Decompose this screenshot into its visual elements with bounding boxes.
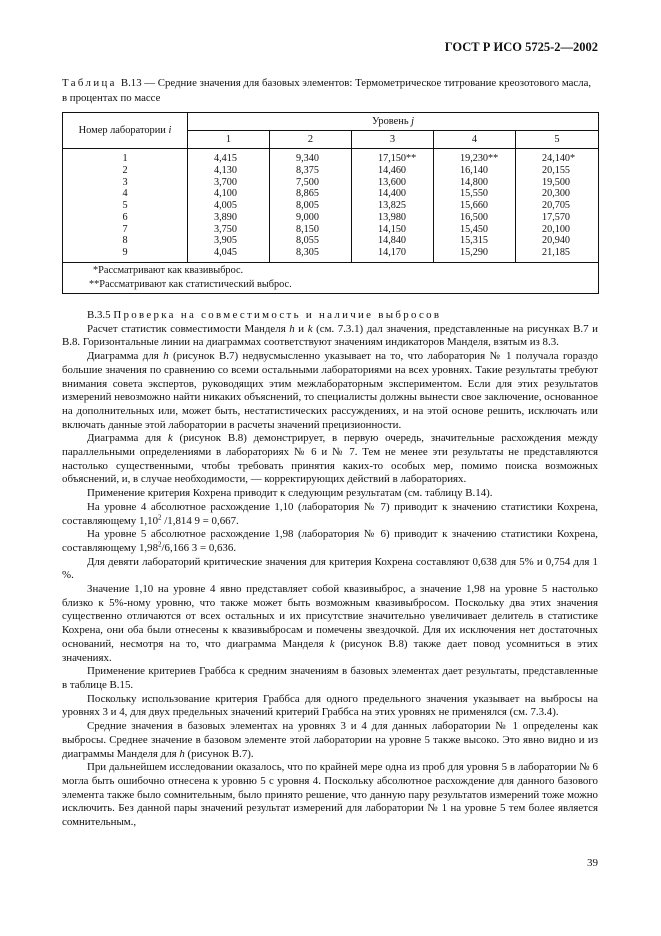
level-index-symbol: j (411, 116, 415, 127)
paragraph-text: Диаграмма для (87, 432, 168, 445)
body-paragraph (62, 528, 598, 555)
mean-value-cell: 14,170 (352, 247, 434, 262)
paragraph-text: Для девяти лабораторий критические значения для критерия Кохрена составляют 0,638 для 5% и 0,754 для 1 %. (62, 555, 598, 582)
mean-value-cell: 9,340 (270, 149, 352, 165)
table-row (63, 149, 599, 165)
footnotes-row (63, 262, 599, 293)
mean-value-cell: 14,400 (352, 188, 434, 200)
body-paragraph (62, 432, 598, 487)
body-paragraph (62, 501, 598, 528)
lab-number-header-label: Номер лаборатории (78, 125, 166, 136)
mean-value-cell: 3,700 (188, 177, 270, 189)
level-number-3: 3 (352, 131, 434, 149)
mean-value-cell: 15,315 (434, 235, 516, 247)
paragraph-text: Значение 1,10 на уровне 4 явно представляет собой квазивыброс, а значение 1,98 на уровне 5 настолько близко к 5%-ному уровню, что также может быть возможным квазивыбросом. Поскольку два этих значения существенно отличаются от всех остальных и их присутствие значительно увеличивает делитель в статистике Кохрена, они оба были отнесены к квазивыбросам и помечены звездочкой. Для их исключения нет достаточных оснований, несмотря на то, что диаграмма Манделя (62, 583, 598, 650)
body-paragraph (62, 665, 598, 692)
table-footnotes (63, 262, 599, 293)
table-row (63, 177, 599, 189)
page-number: 39 (587, 856, 598, 869)
paragraph-text: На уровне 4 абсолютное расхождение 1,10 (лаборатория № 7) приводит к значению статистики Кохрена, составляющему 1,10 (62, 500, 598, 527)
italic-symbol: h (163, 350, 169, 363)
mean-value-cell: 8,375 (270, 165, 352, 177)
document-code-header: ГОСТ Р ИСО 5725-2—2002 (444, 40, 598, 54)
mean-value-cell: 3,890 (188, 212, 270, 224)
lab-number-header (63, 113, 188, 149)
superscript: 2 (158, 512, 162, 521)
mean-value-cell: 19,230** (434, 149, 516, 165)
table-caption (62, 76, 598, 106)
lab-index-symbol: i (168, 125, 172, 136)
italic-symbol: h (289, 322, 295, 335)
paragraph-text: На уровне 5 абсолютное расхождение 1,98 (лаборатория № 6) приводит к значению статистики Кохрена, составляющему 1,98 (62, 528, 598, 554)
section-title: Проверка на совместимость и наличие выбросов (113, 309, 442, 321)
table-caption-label: Таблица (62, 77, 117, 89)
paragraph-text: (рисунок В.7). (184, 747, 254, 760)
mean-value-cell: 14,150 (352, 224, 434, 236)
paragraph-text: Применение критериев Граббса к средним значениям в базовых элементах дает результаты, представленные в таблице В.15. (62, 665, 598, 691)
body-paragraph (62, 487, 598, 501)
mean-value-cell: 15,450 (434, 224, 516, 236)
paragraph-text: Диаграмма для (87, 350, 164, 363)
mean-value-cell: 4,005 (188, 200, 270, 212)
mean-value-cell: 15,550 (434, 188, 516, 200)
italic-symbol: k (307, 322, 313, 335)
body-paragraph (62, 761, 598, 830)
lab-number-cell: 1 (63, 149, 188, 165)
lab-number-cell: 7 (63, 224, 188, 236)
paragraph-text: При дальнейшем исследовании оказалось, что по крайней мере одна из проб для уровня 5 в лаборатории № 6 могла быть ошибочно отнесена к уровню 5 с уровня 4. Поскольку абсолютное расхождение для данного базового элемента также было сомнительным, было принято решение, что данную пару результатов измерений тоже можно исключить. Без данной пары значений результат измерений для лаборатории № 1 на уровне 5 тем более является сомнительным., (62, 761, 598, 829)
table-row (63, 224, 599, 236)
mean-value-cell: 20,100 (516, 224, 599, 236)
level-number-2: 2 (270, 131, 352, 149)
paragraph-text: (рисунок В.8) также дает повод усомниться в этих значениях. (62, 637, 599, 664)
mean-value-cell: 14,840 (352, 235, 434, 247)
body-paragraph (62, 693, 598, 720)
paragraphs-container (62, 323, 598, 830)
paragraph-text: Средние значения в базовых элементах на уровнях 3 и 4 для данных лаборатории № 1 определены как выбросы. Среднее значение в базовом элементе этой лаборатории на уровне 5 также высоко. Это явно видно и из диаграммы Манделя для (62, 720, 598, 760)
lab-number-cell: 3 (63, 177, 188, 189)
mean-value-cell: 8,150 (270, 224, 352, 236)
table-caption-text: В.13 — Средние значения для базовых элементов: Термометрическое титрование креозотового масла, в процентах по массе (62, 77, 592, 104)
italic-symbol: k (167, 432, 173, 445)
footnote-quasi-outlier: *Рассматривают как квазивыброс. (93, 264, 244, 276)
mean-value-cell: 4,100 (188, 188, 270, 200)
paragraph-text: Поскольку использование критерия Граббса для одного предельного значения указывает на выбросы на уровнях 3 и 4, для двух предельных значений критерий Граббса на этих уровнях не применялся (см. 7.3.4). (62, 692, 598, 719)
paragraph-text: (рисунок В.7) недвусмысленно указывает на то, что лаборатория № 1 получала гораздо большие значения по сравнению со всеми остальными лабораториями на всех уровнях. Такие результаты требуют внимания совета экспертов, руководящих этим межлабораторным экспериментом. Если для этих результатов измерений невозможно найти никаких объяснений, то специалисты должны вынести свое заключение, основанное на дополнительных или, может быть, нестатистических рассуждениях, и на этой основе решить, исключать или включать данные этой лаборатории в расчеты значений прецизионности. (62, 350, 598, 431)
italic-symbol: k (329, 637, 335, 650)
mean-value-cell: 3,750 (188, 224, 270, 236)
mean-value-cell: 20,705 (516, 200, 599, 212)
mean-value-cell: 8,005 (270, 200, 352, 212)
lab-number-cell: 2 (63, 165, 188, 177)
paragraph-text: (рисунок В.8) демонстрирует, в первую очередь, значительные расхождения между параллельными определениями в лабораториях № 6 и № 7. Тем не менее эти результаты не представляются настолько существенными, чтобы требовать принятия каких-то особых мер, помимо поиска возможных объяснений, и, в случае необходимости, — корректирующих действий в лабораториях. (62, 432, 598, 486)
mean-value-cell: 17,150** (352, 149, 434, 165)
body-paragraph (62, 556, 598, 583)
mean-value-cell: 7,500 (270, 177, 352, 189)
mean-value-cell: 15,660 (434, 200, 516, 212)
mean-value-cell: 15,290 (434, 247, 516, 262)
mean-value-cell: 19,500 (516, 177, 599, 189)
table-row (63, 235, 599, 247)
mean-value-cell: 4,130 (188, 165, 270, 177)
mean-value-cell: 14,460 (352, 165, 434, 177)
superscript: 2 (158, 540, 162, 549)
lab-number-cell: 4 (63, 188, 188, 200)
table-row (63, 165, 599, 177)
mean-value-cell: 20,155 (516, 165, 599, 177)
table-header-row (63, 113, 599, 131)
mean-value-cell: 16,140 (434, 165, 516, 177)
footnote-statistical-outlier: **Рассматривают как статистический выброс. (89, 278, 292, 290)
lab-number-cell: 6 (63, 212, 188, 224)
body-paragraph (62, 323, 598, 350)
mean-value-cell: 24,140* (516, 149, 599, 165)
mean-value-cell: 4,415 (188, 149, 270, 165)
mean-value-cell: 13,980 (352, 212, 434, 224)
mean-value-cell: 8,865 (270, 188, 352, 200)
paragraph-text: /6,166 3 = 0,636. (161, 541, 237, 554)
paragraph-text: и (294, 322, 308, 335)
mean-value-cell: 4,045 (188, 247, 270, 262)
section-body (62, 309, 598, 870)
mean-value-cell: 21,185 (516, 247, 599, 262)
mean-value-cell: 8,305 (270, 247, 352, 262)
mean-value-cell: 20,940 (516, 235, 599, 247)
table-head (63, 113, 599, 149)
table-body (63, 149, 599, 263)
body-paragraph (62, 583, 598, 665)
table-row (63, 247, 599, 262)
table-row (63, 200, 599, 212)
lab-number-cell: 8 (63, 235, 188, 247)
mean-value-cell: 9,000 (270, 212, 352, 224)
mean-value-cell: 20,300 (516, 188, 599, 200)
section-number: В.3.5 (87, 309, 111, 321)
table-row (63, 212, 599, 224)
level-number-4: 4 (434, 131, 516, 149)
body-paragraph (62, 350, 598, 432)
level-header (188, 113, 599, 131)
table-foot (63, 262, 599, 293)
paragraph-text: (см. 7.3.1) дал значения, представленные на рисунках В.7 и В.8. Горизонтальные линии на диаграммах соответствуют значениям индикаторов Манделя, взятым из 8.3. (62, 322, 598, 349)
level-header-label: Уровень (371, 116, 409, 127)
level-number-5: 5 (516, 131, 599, 149)
lab-number-cell: 9 (63, 247, 188, 262)
mean-value-cell: 3,905 (188, 235, 270, 247)
table-row (63, 188, 599, 200)
paragraph-text: /1,814 9 = 0,667. (161, 514, 239, 527)
level-number-1: 1 (188, 131, 270, 149)
lab-number-cell: 5 (63, 200, 188, 212)
mean-values-table (62, 112, 599, 294)
mean-value-cell: 13,600 (352, 177, 434, 189)
body-paragraph (62, 720, 598, 761)
mean-value-cell: 13,825 (352, 200, 434, 212)
mean-value-cell: 8,055 (270, 235, 352, 247)
paragraph-text: Применение критерия Кохрена приводит к следующим результатам (см. таблицу В.14). (87, 487, 493, 500)
mean-value-cell: 14,800 (434, 177, 516, 189)
section-heading (62, 309, 598, 323)
paragraph-text: Расчет статистик совместимости Манделя (87, 322, 290, 335)
italic-symbol: h (179, 747, 185, 760)
mean-value-cell: 16,500 (434, 212, 516, 224)
mean-value-cell: 17,570 (516, 212, 599, 224)
